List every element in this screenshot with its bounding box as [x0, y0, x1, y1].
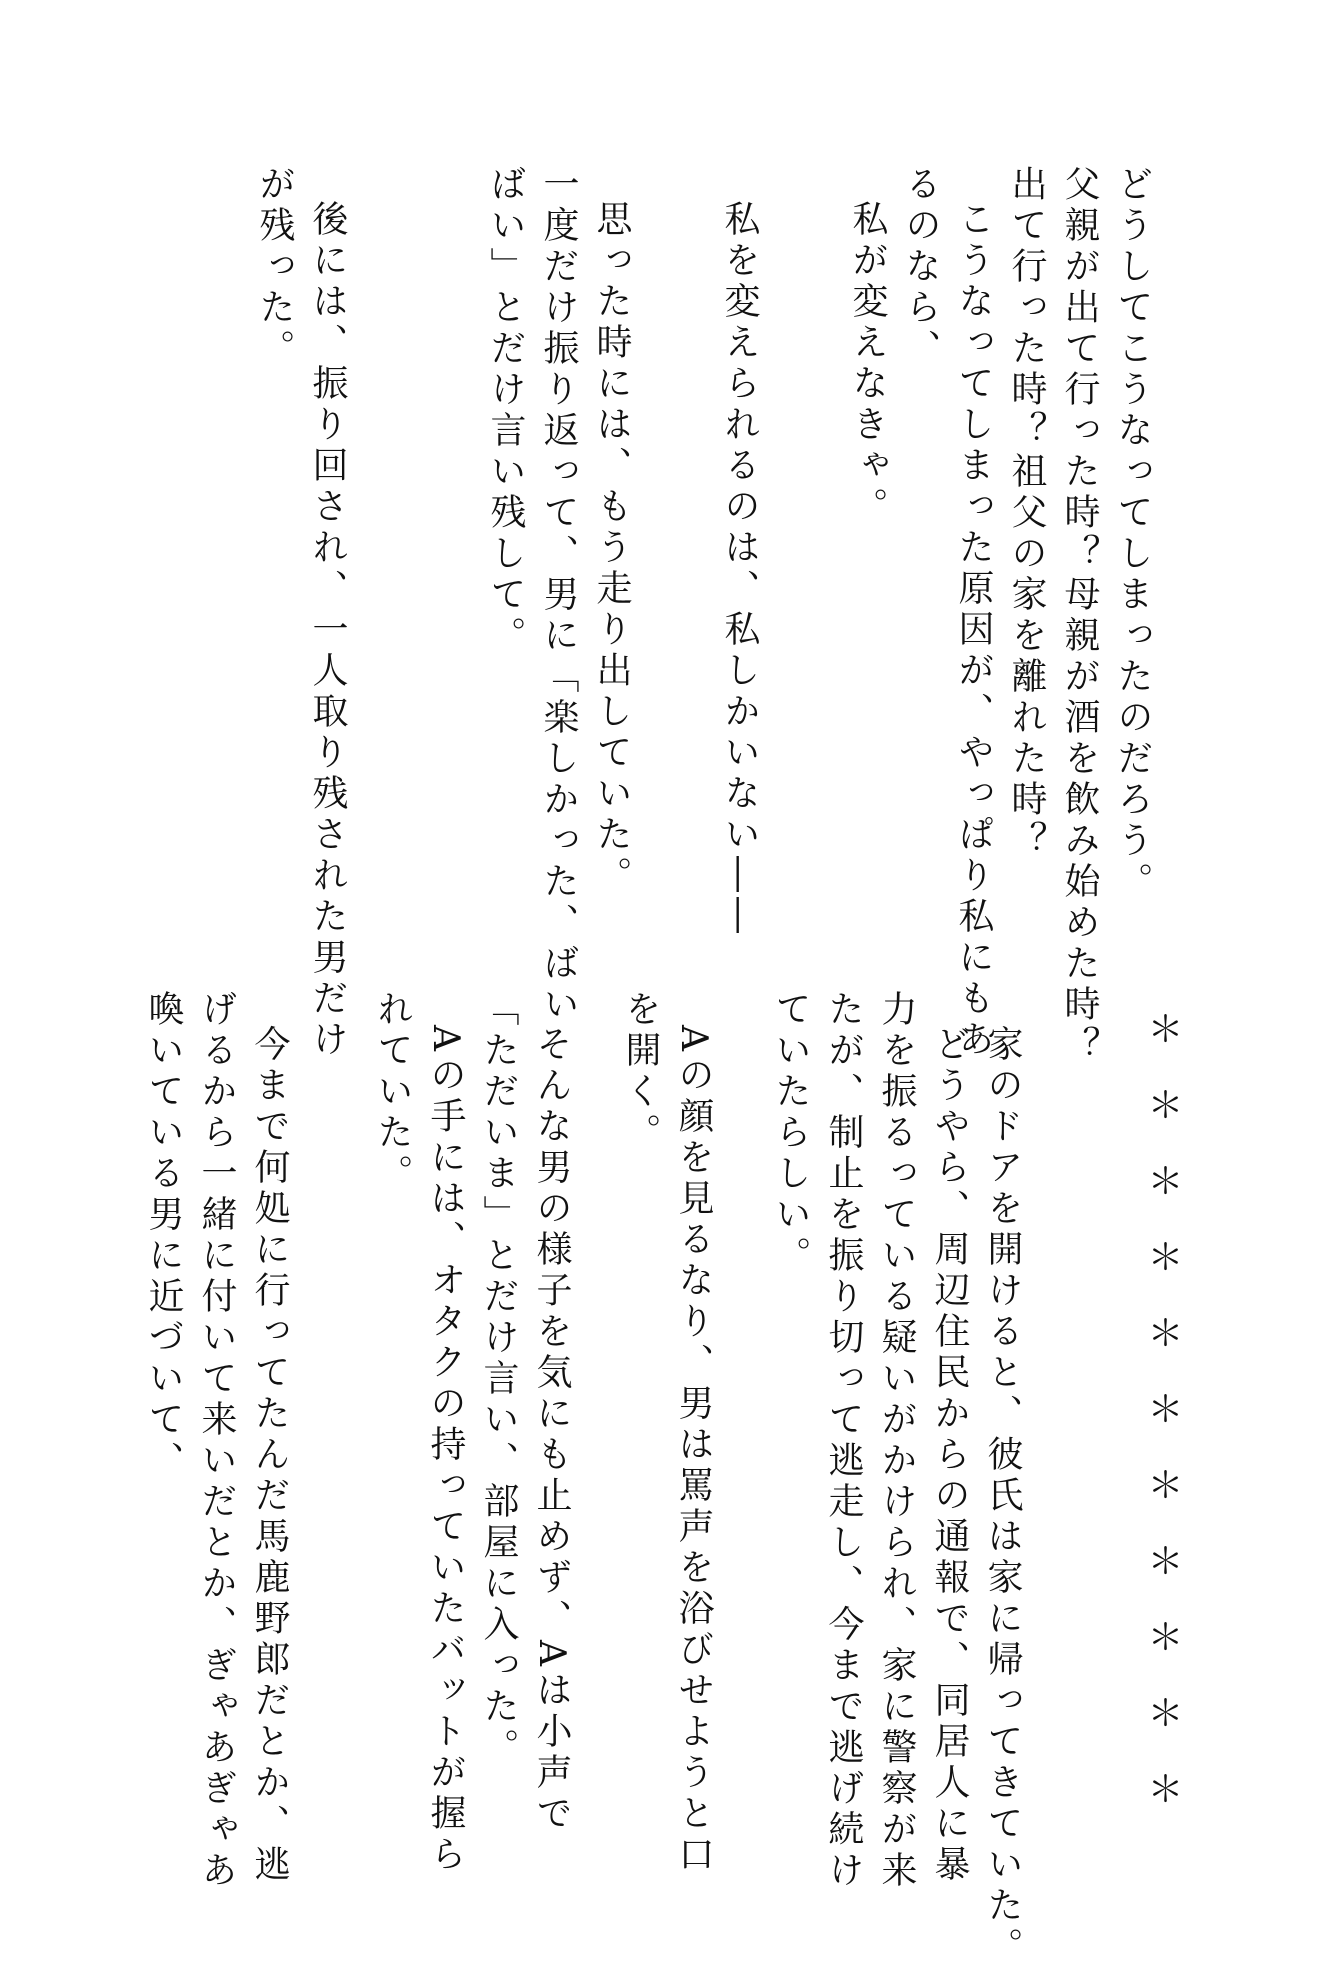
text-line: ていたらしい。 — [770, 990, 811, 1277]
text-line: 喚いている男に近づいて、 — [143, 990, 184, 1482]
text-line: 父親が出て行った時？母親が酒を飲み始めた時？ — [1059, 165, 1100, 1067]
text-line: 今まで何処に行ってたんだ馬鹿野郎だとか、逃 — [249, 1025, 290, 1886]
text-line: るのなら、 — [900, 165, 941, 370]
text-line: げるから一緒に付いて来いだとか、ぎゃあぎゃあ — [196, 990, 237, 1892]
text-line: どうしてこうなってしまったのだろう。 — [1112, 165, 1153, 903]
text-line: Aの手には、オタクの持っていたバットが握ら — [425, 1025, 466, 1876]
text-line: Aの顔を見るなり、男は罵声を浴びせようと口 — [673, 1025, 714, 1876]
text-line: 一度だけ振り返って、男に「楽しかった、ばい — [538, 165, 579, 1026]
text-line: 私が変えなきゃ。 — [847, 200, 888, 528]
lower-text-block — [0, 970, 1320, 1968]
text-line: こうなってしまった原因が、やっぱり私にもあ — [953, 200, 994, 1061]
text-line: ばい」とだけ言い残して。 — [485, 165, 526, 657]
text-line: 力を振るっている疑いがかけられ、家に警察が来 — [876, 990, 917, 1892]
text-line: どうやら、周辺住民からの通報で、同居人に暴 — [929, 1025, 970, 1886]
text-line: れていた。 — [372, 990, 413, 1195]
text-line: たが、制止を振り切って逃走し、今まで逃げ続け — [823, 990, 864, 1892]
text-line: を開く。 — [620, 990, 661, 1154]
text-line: が残った。 — [254, 165, 295, 370]
text-line: 「ただいま」とだけ言い、部屋に入った。 — [478, 990, 519, 1769]
text-line: 私を変えられるのは、私しかいない―― — [719, 200, 760, 938]
text-line: 思った時には、もう走り出していた。 — [591, 200, 632, 897]
text-line: 出て行った時？祖父の家を離れた時？ — [1006, 165, 1047, 862]
scene-break-asterisks: ＊＊＊＊＊＊＊＊＊＊＊ — [1142, 1010, 1183, 1846]
text-line: 後には、振り回され、一人取り残された男だけ — [307, 200, 348, 1061]
text-line: 家のドアを開けると、彼氏は家に帰ってきていた。 — [982, 1025, 1023, 1968]
text-line: そんな男の様子を気にも止めず、Aは小声で — [531, 1025, 572, 1835]
